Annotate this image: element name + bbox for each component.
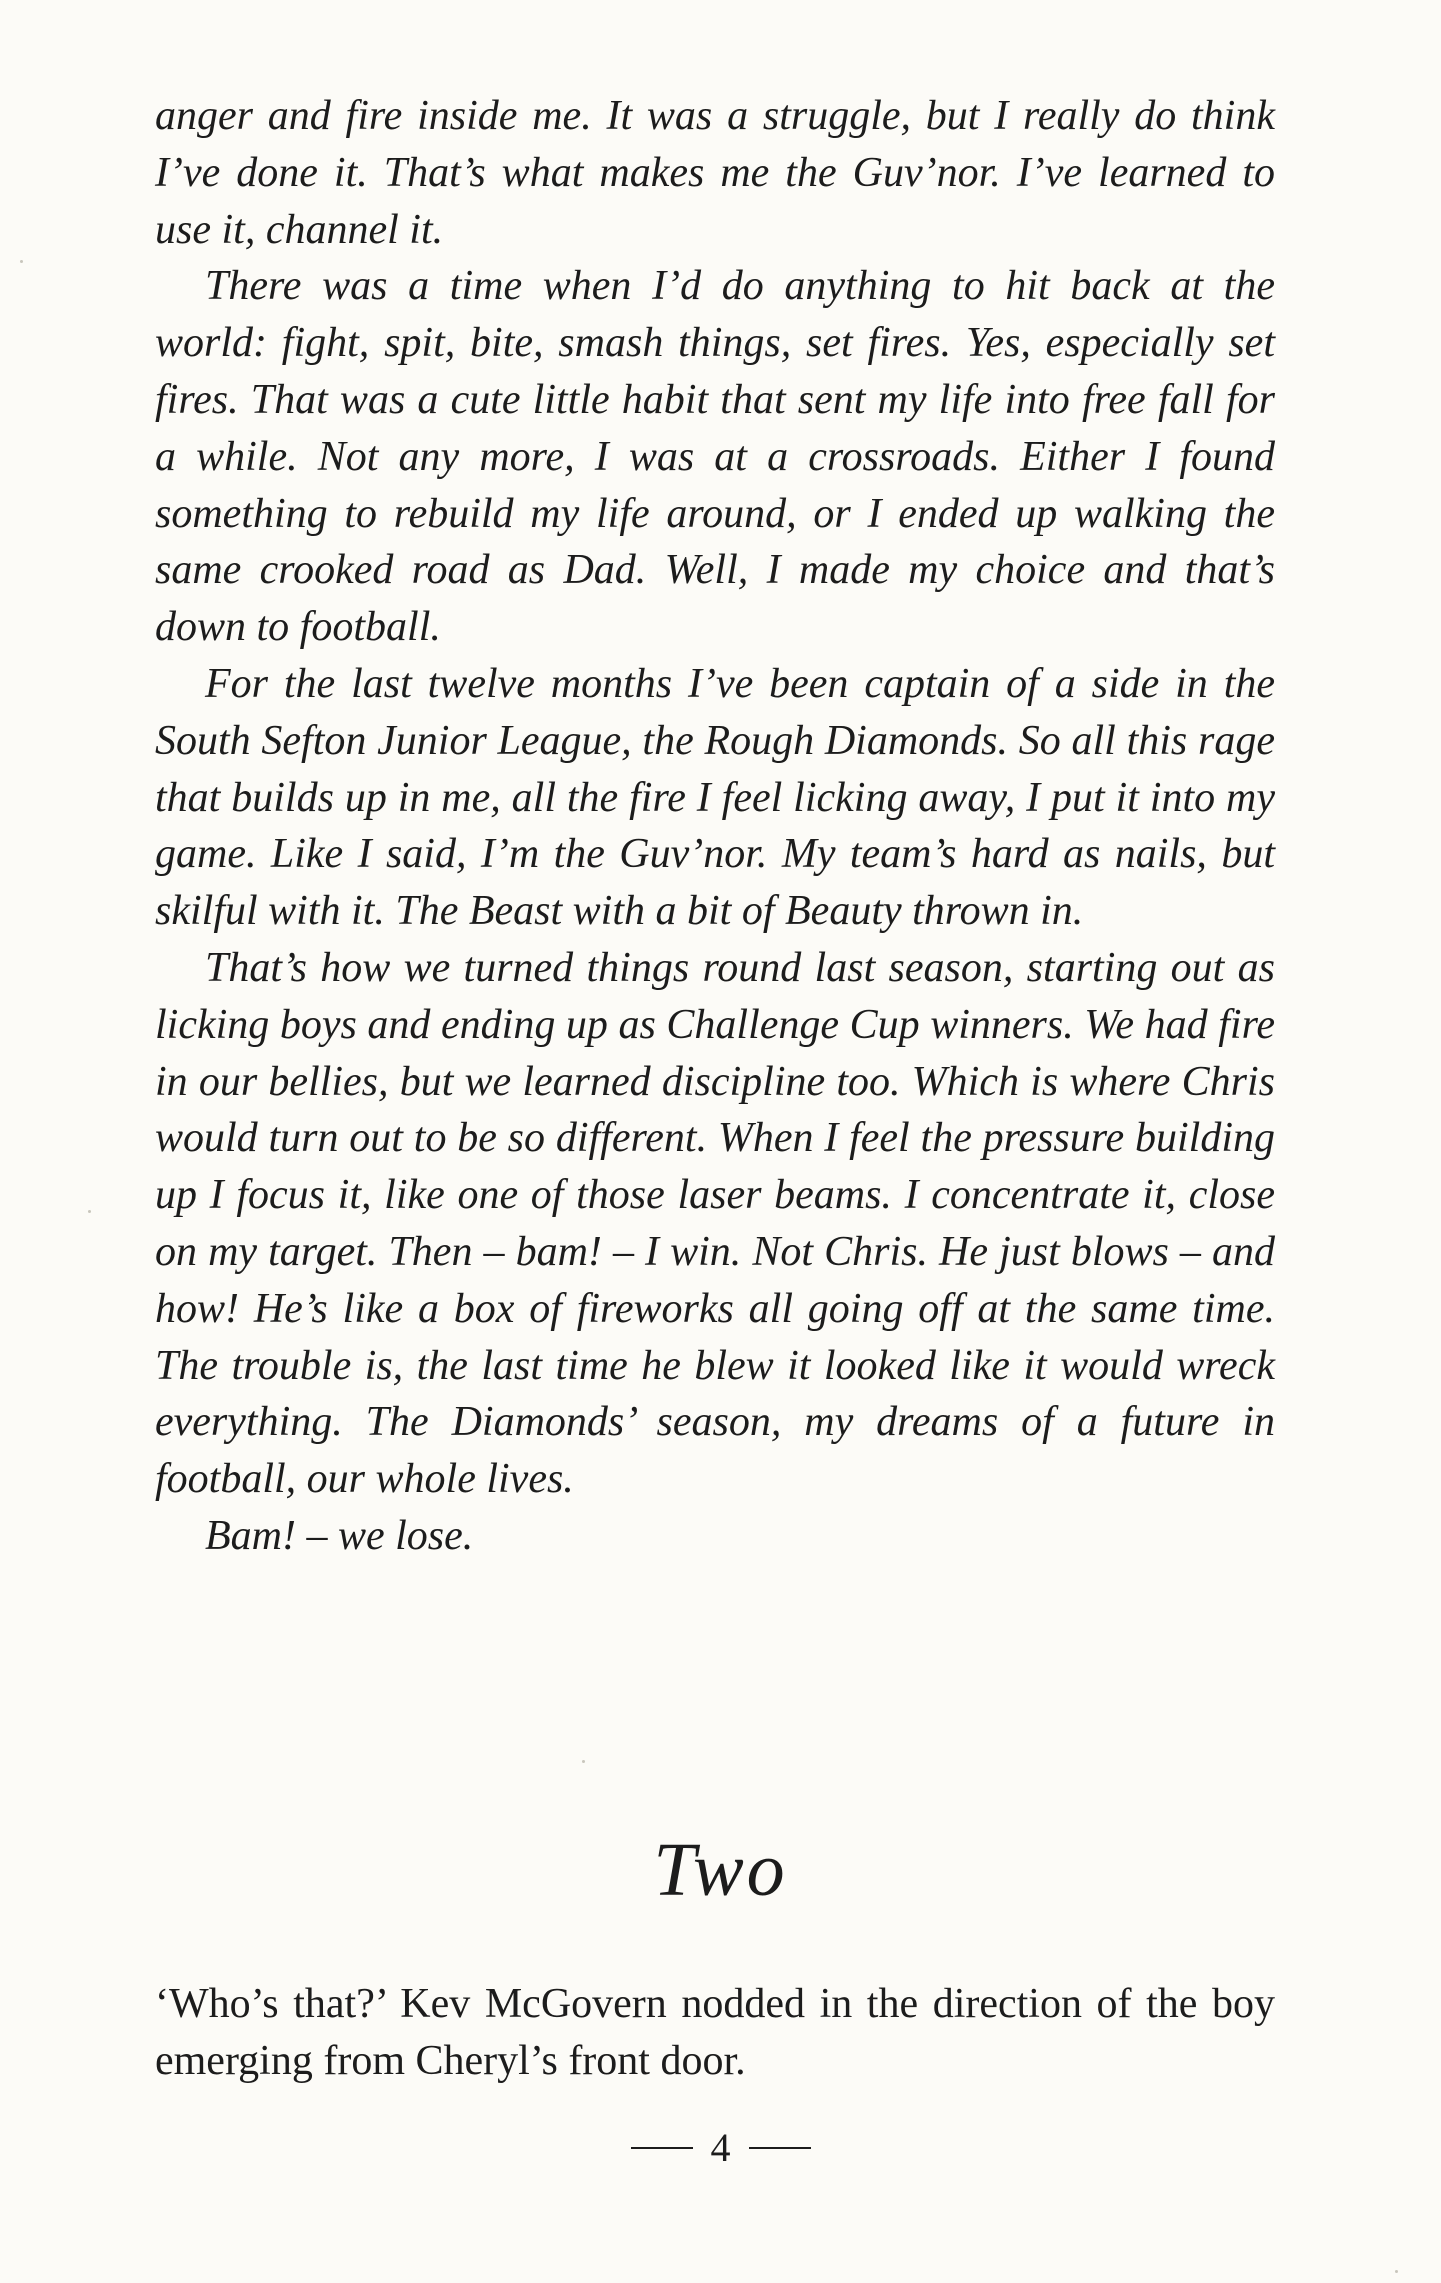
paragraph: That’s how we turned things round last season, starting out as licking boys and ending up as Challenge Cup winners. We had fire in our bellies, but we learned discipline too. Which is where Chris would turn out to be so different. When I feel the pressure building up I focus it, like one of those laser beams. I concentrate it, close on my target. Then – bam! – I win. Not Chris. He just blows – and how! He’s like a box of fireworks all going off at the same time. The trouble is, the last time he blew it looked like it would wreck everything. The Diamonds’ season, my dreams of a future in football, our whole lives.: [155, 944, 1275, 1503]
italic-prologue-text: [155, 88, 1275, 1565]
paragraph: ‘Who’s that?’ Kev McGovern nodded in the direction of the boy emerging from Cheryl’s front door.: [155, 1981, 1275, 2084]
folio-rule-right: [749, 2147, 811, 2149]
chapter-opening-text: [155, 1976, 1275, 2090]
page-number: 4: [710, 2125, 731, 2170]
paragraph: There was a time when I’d do anything to hit back at the world: fight, spit, bite, smash things, set fires. Yes, especially set fires. That was a cute little habit that sent my life into free fall for a while. Not any more, I was at a crossroads. Either I found something to rebuild my life around, or I ended up walking the same crooked road as Dad. Well, I made my choice and that’s down to football.: [155, 263, 1275, 651]
paper-speck: [1395, 2270, 1398, 2273]
chapter-title: Two: [653, 1828, 788, 1912]
paragraph: For the last twelve months I’ve been captain of a side in the South Sefton Junior League, the Rough Diamonds. So all this rage that builds up in me, all the fire I feel licking away, I put it into my game. Like I said, I’m the Guv’nor. My team’s hard as nails, but skilful with it. The Beast with a bit of Beauty thrown in.: [155, 660, 1275, 935]
paper-speck: [582, 1760, 585, 1763]
folio-rule-left: [631, 2147, 693, 2149]
page-number-footer: [0, 2124, 1441, 2171]
paper-speck: [88, 1210, 91, 1213]
paper-speck: [20, 260, 23, 263]
paragraph: anger and fire inside me. It was a struggle, but I really do think I’ve done it. That’s what makes me the Guv’nor. I’ve learned to use it, channel it.: [155, 93, 1275, 253]
paragraph: Bam! – we lose.: [205, 1512, 474, 1559]
